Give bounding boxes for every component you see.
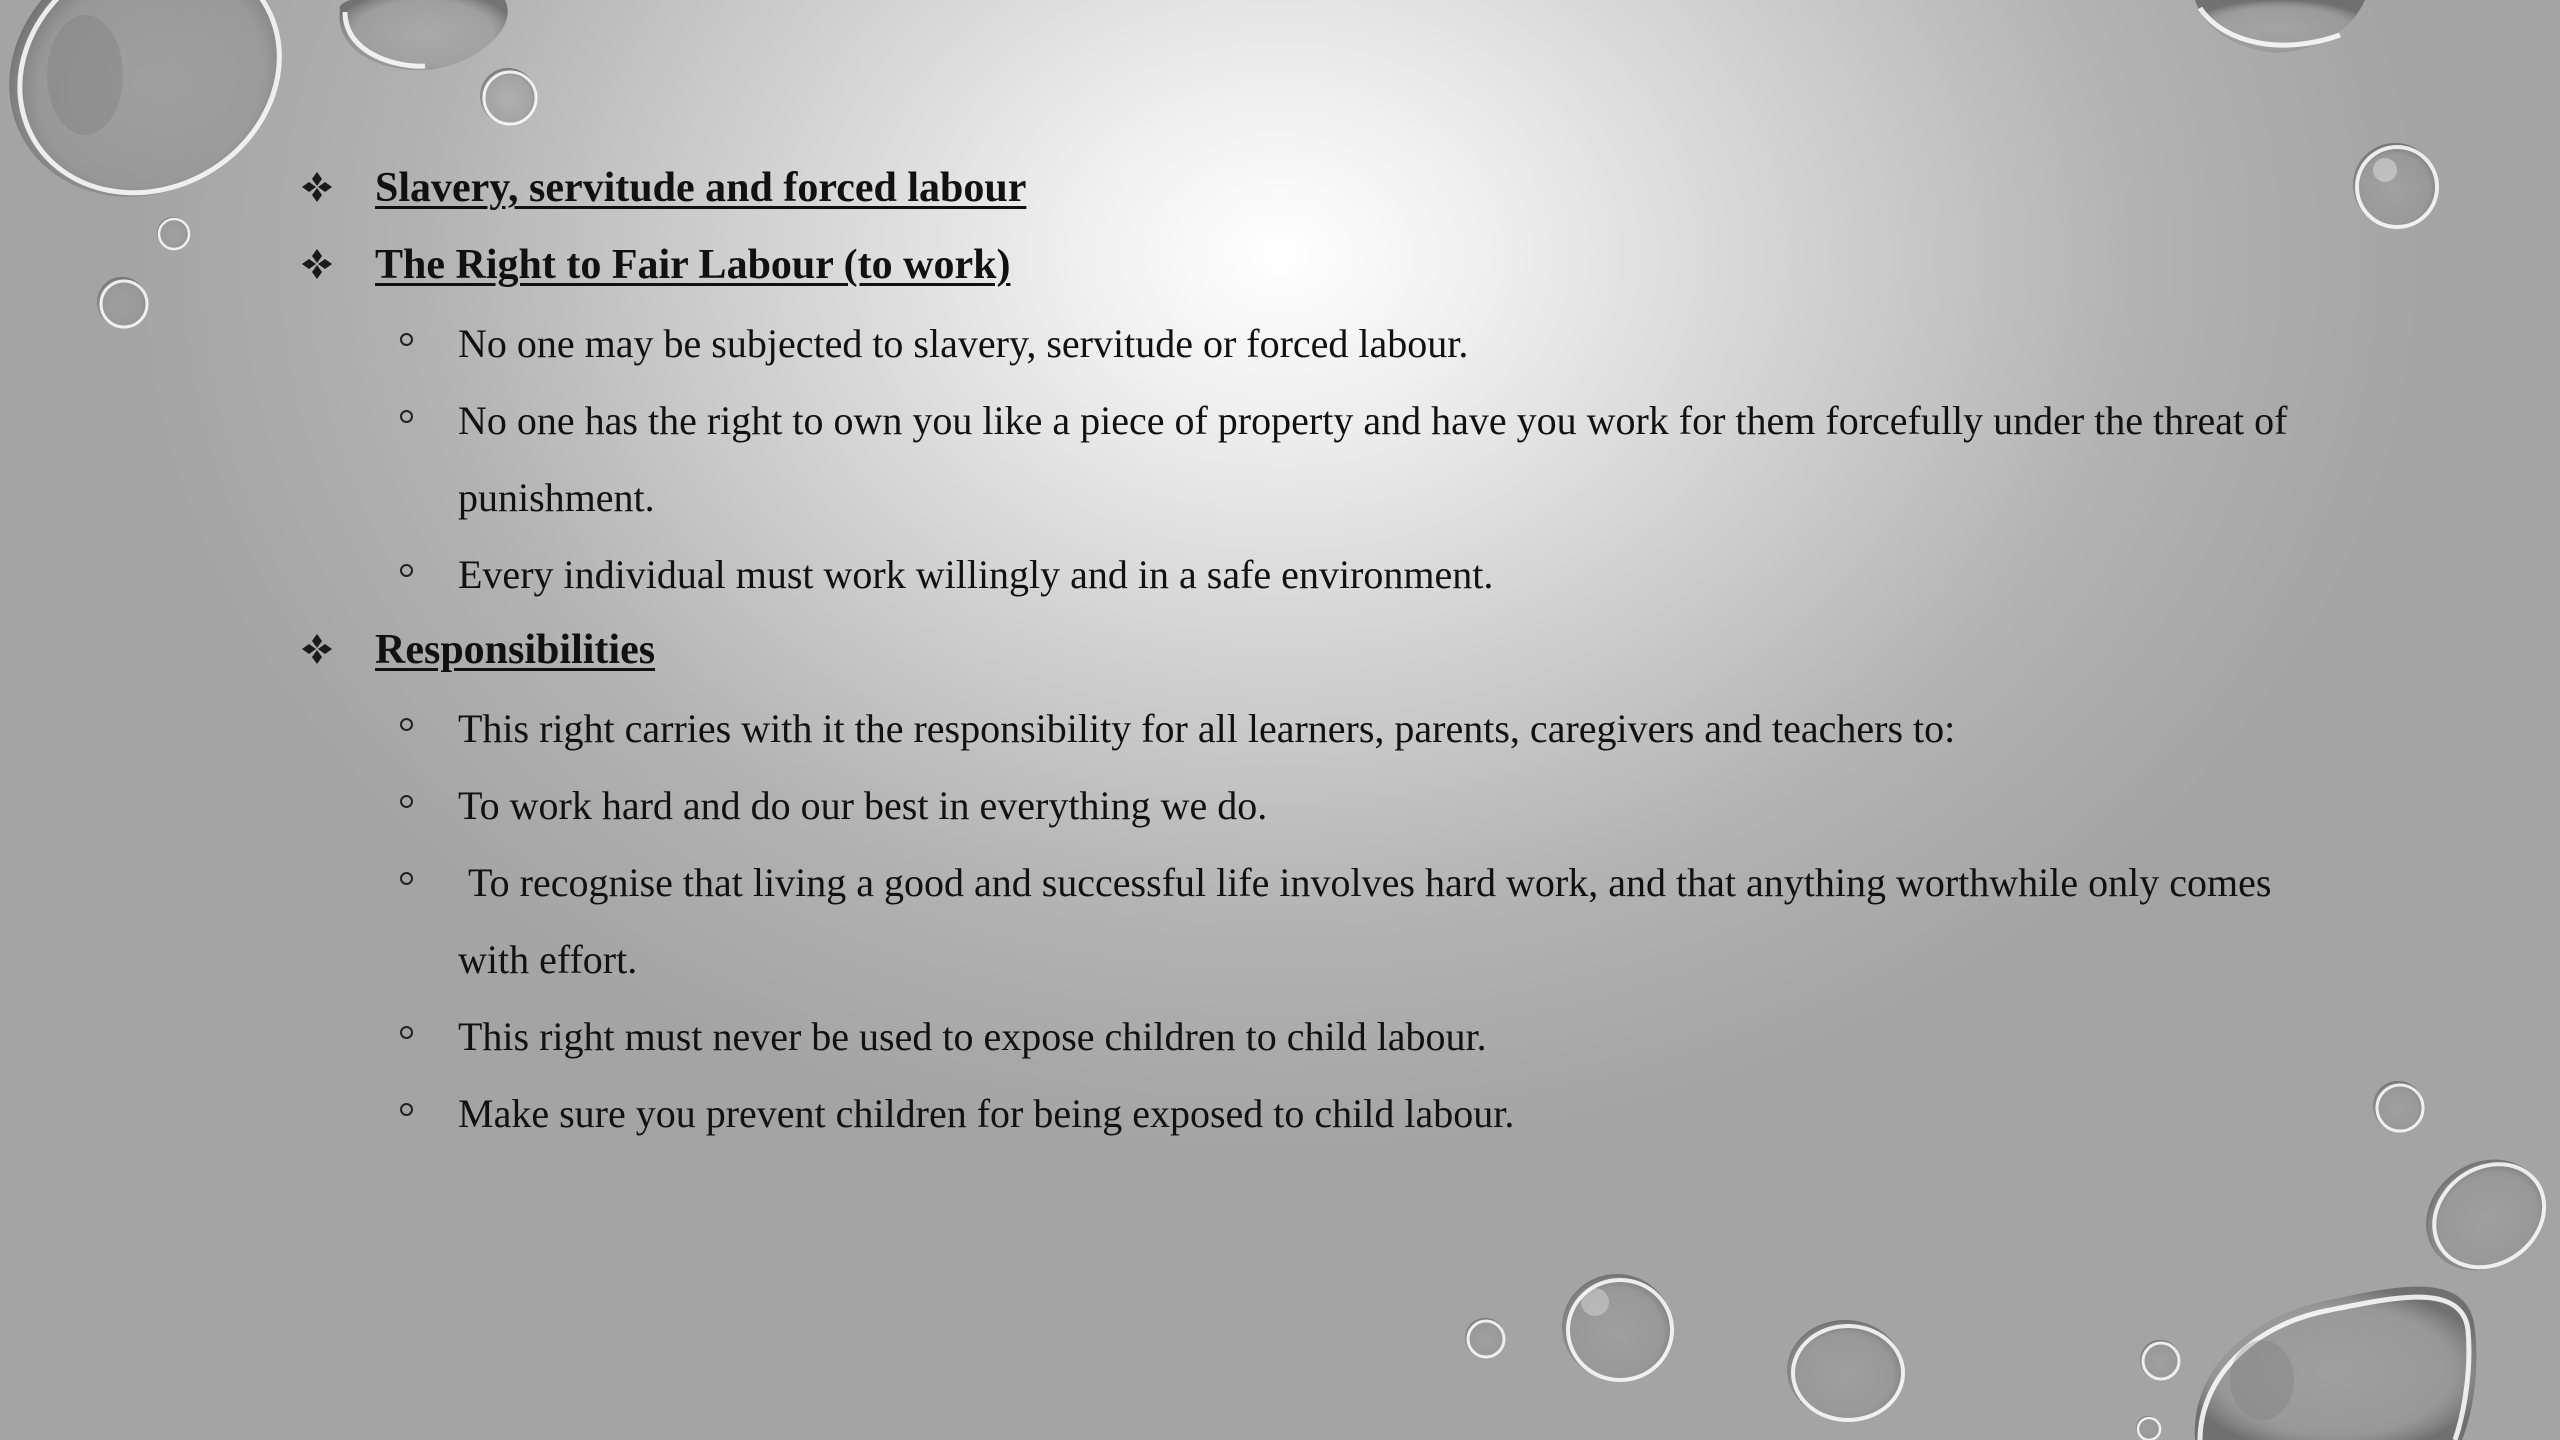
list-item-text: To work hard and do our best in everything we do. [458,783,1268,828]
list-item-text: No one has the right to own you like a piece of property and have you work for them forcefully under the threat of punishment. [458,398,2298,520]
heading-text: Slavery, servitude and forced labour [375,165,1027,211]
four-petal-diamond-icon [300,170,334,204]
heading-text: Responsibilities [375,627,656,673]
heading-text: The Right to Fair Labour (to work) [375,242,1011,288]
hollow-circle-icon [400,1026,413,1039]
list-item-text: This right carries with it the responsibility for all learners, parents, caregivers and teachers to: [458,706,1956,751]
list-item-text: Every individual must work willingly and in a safe environment. [458,552,1494,597]
four-petal-diamond-icon [300,247,334,281]
list-item-text: This right must never be used to expose children to child labour. [458,1014,1487,1059]
hollow-circle-icon [400,795,413,808]
hollow-circle-icon [400,333,413,346]
list-item-text: No one may be subjected to slavery, servitude or forced labour. [458,321,1469,366]
hollow-circle-icon [400,872,413,885]
four-petal-diamond-icon [300,632,334,666]
list-item-text: To recognise that living a good and successful life involves hard work, and that anything worthwhile only comes with effort. [458,860,2282,982]
hollow-circle-icon [400,718,413,731]
hollow-circle-icon [400,564,413,577]
hollow-circle-icon [400,410,413,423]
list-item-text: Make sure you prevent children for being exposed to child labour. [458,1091,1515,1136]
hollow-circle-icon [400,1103,413,1116]
